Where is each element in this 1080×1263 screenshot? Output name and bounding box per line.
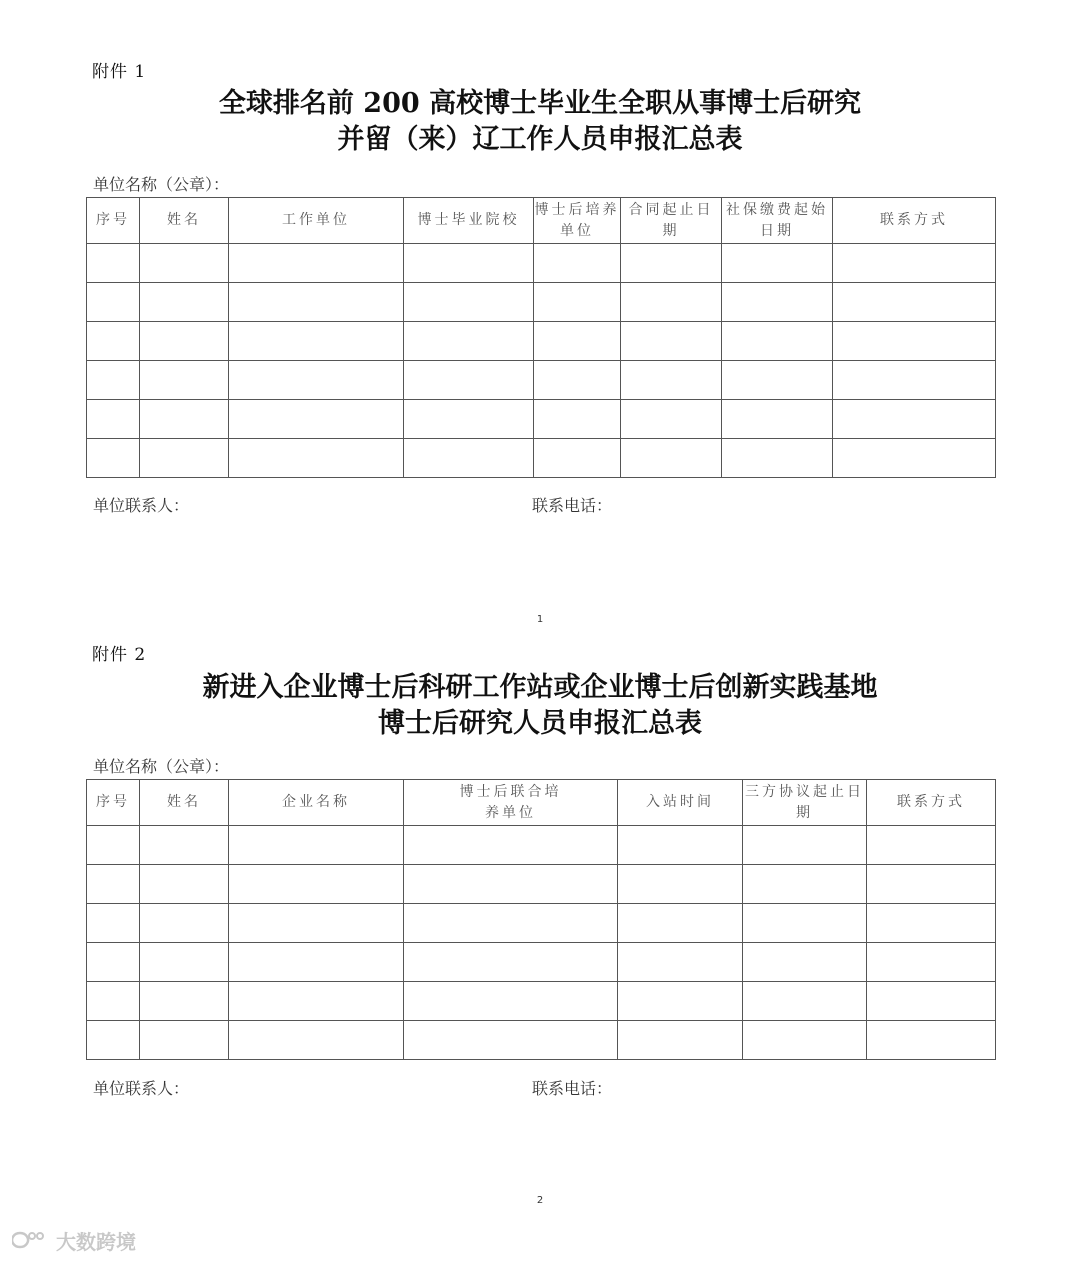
table-cell[interactable] bbox=[404, 244, 534, 283]
table-cell[interactable] bbox=[140, 826, 229, 865]
table-cell[interactable] bbox=[621, 400, 722, 439]
table-cell[interactable] bbox=[87, 943, 140, 982]
table-cell[interactable] bbox=[722, 439, 833, 478]
table-cell[interactable] bbox=[534, 244, 621, 283]
col-header-agreement-dates: 三方协议起止日期 bbox=[743, 780, 867, 826]
attachment-label: 附件 2 bbox=[92, 645, 147, 665]
table-row bbox=[87, 283, 996, 322]
table-cell[interactable] bbox=[140, 865, 229, 904]
table-cell[interactable] bbox=[833, 439, 996, 478]
col-header-entry-date: 入站时间 bbox=[618, 780, 743, 826]
table-cell[interactable] bbox=[229, 439, 404, 478]
title-line-1: 新进入企业博士后科研工作站或企业博士后创新实践基地 bbox=[202, 672, 878, 703]
table-cell[interactable] bbox=[404, 361, 534, 400]
table-cell[interactable] bbox=[833, 244, 996, 283]
col-header-employer: 工作单位 bbox=[229, 198, 404, 244]
table-cell[interactable] bbox=[404, 982, 618, 1021]
table-cell[interactable] bbox=[618, 904, 743, 943]
table-cell[interactable] bbox=[621, 439, 722, 478]
col-header-name: 姓名 bbox=[140, 198, 229, 244]
table-cell[interactable] bbox=[534, 322, 621, 361]
table-cell[interactable] bbox=[621, 244, 722, 283]
table-row bbox=[87, 322, 996, 361]
table-header-row bbox=[87, 780, 996, 826]
table-cell[interactable] bbox=[140, 982, 229, 1021]
table-cell[interactable] bbox=[229, 904, 404, 943]
col-header-postdoc-unit: 博士后培养单位 bbox=[534, 198, 621, 244]
speech-bubble-icon bbox=[12, 1230, 52, 1252]
attachment-label: 附件 1 bbox=[92, 62, 147, 82]
table-row bbox=[87, 244, 996, 283]
table-cell[interactable] bbox=[722, 361, 833, 400]
table-cell[interactable] bbox=[140, 904, 229, 943]
page-number: 2 bbox=[536, 1195, 544, 1206]
page-title bbox=[0, 670, 1080, 742]
table-cell[interactable] bbox=[722, 283, 833, 322]
table-cell[interactable] bbox=[140, 283, 229, 322]
table-row bbox=[87, 439, 996, 478]
table-cell[interactable] bbox=[87, 322, 140, 361]
table-cell[interactable] bbox=[534, 361, 621, 400]
table-cell[interactable] bbox=[140, 361, 229, 400]
table-row bbox=[87, 400, 996, 439]
contact-person-label: 单位联系人： bbox=[93, 1079, 190, 1098]
table-cell[interactable] bbox=[404, 865, 618, 904]
table-cell[interactable] bbox=[743, 943, 867, 982]
col-header-index: 序号 bbox=[87, 780, 140, 826]
table-cell[interactable] bbox=[404, 439, 534, 478]
col-header-index: 序号 bbox=[87, 198, 140, 244]
title-line-1: 全球排名前 200 高校博士毕业生全职从事博士后研究 bbox=[218, 88, 862, 119]
page-number: 1 bbox=[536, 614, 544, 625]
table-cell[interactable] bbox=[618, 865, 743, 904]
table-cell[interactable] bbox=[404, 283, 534, 322]
col-header-insurance-start: 社保缴费起始日期 bbox=[722, 198, 833, 244]
watermark-text: 大数跨境 bbox=[56, 1230, 136, 1254]
table-cell[interactable] bbox=[229, 322, 404, 361]
table-cell[interactable] bbox=[87, 982, 140, 1021]
table-cell[interactable] bbox=[867, 826, 996, 865]
table-cell[interactable] bbox=[833, 322, 996, 361]
table-row bbox=[87, 826, 996, 865]
table-cell[interactable] bbox=[87, 400, 140, 439]
table-cell[interactable] bbox=[229, 826, 404, 865]
table-cell[interactable] bbox=[229, 943, 404, 982]
table-cell[interactable] bbox=[229, 244, 404, 283]
table-cell[interactable] bbox=[867, 904, 996, 943]
table-cell[interactable] bbox=[87, 361, 140, 400]
table-cell[interactable] bbox=[618, 982, 743, 1021]
table-cell[interactable] bbox=[618, 826, 743, 865]
unit-name-label: 单位名称（公章）： bbox=[93, 175, 230, 194]
table-cell[interactable] bbox=[833, 361, 996, 400]
phone-label: 联系电话： bbox=[532, 1079, 613, 1098]
table-cell[interactable] bbox=[229, 865, 404, 904]
table-cell[interactable] bbox=[87, 826, 140, 865]
watermark bbox=[12, 1226, 136, 1255]
unit-name-label: 单位名称（公章）： bbox=[93, 757, 230, 776]
table-cell[interactable] bbox=[87, 1021, 140, 1060]
table-cell[interactable] bbox=[722, 322, 833, 361]
table-cell[interactable] bbox=[404, 904, 618, 943]
page-title bbox=[0, 86, 1080, 158]
table-cell[interactable] bbox=[833, 400, 996, 439]
table-row bbox=[87, 982, 996, 1021]
table-cell[interactable] bbox=[722, 244, 833, 283]
table-row bbox=[87, 1021, 996, 1060]
table-cell[interactable] bbox=[743, 826, 867, 865]
table-cell[interactable] bbox=[743, 1021, 867, 1060]
col-header-name: 姓名 bbox=[140, 780, 229, 826]
table-header-row bbox=[87, 198, 996, 244]
table-cell[interactable] bbox=[229, 982, 404, 1021]
title-line-2: 并留（来）辽工作人员申报汇总表 bbox=[337, 124, 743, 155]
table-cell[interactable] bbox=[87, 904, 140, 943]
table-cell[interactable] bbox=[140, 244, 229, 283]
summary-table bbox=[86, 197, 996, 478]
table-cell[interactable] bbox=[621, 361, 722, 400]
table-cell[interactable] bbox=[722, 400, 833, 439]
table-cell[interactable] bbox=[87, 439, 140, 478]
col-header-contact: 联系方式 bbox=[867, 780, 996, 826]
table-cell[interactable] bbox=[404, 826, 618, 865]
page-2 bbox=[0, 632, 1080, 1263]
table-cell[interactable] bbox=[404, 322, 534, 361]
col-header-phd-university: 博士毕业院校 bbox=[404, 198, 534, 244]
table-row bbox=[87, 904, 996, 943]
table-cell[interactable] bbox=[534, 400, 621, 439]
col-header-contact: 联系方式 bbox=[833, 198, 996, 244]
col-header-joint-unit: 博士后联合培养单位 bbox=[404, 780, 618, 826]
table-cell[interactable] bbox=[621, 283, 722, 322]
table-cell[interactable] bbox=[140, 322, 229, 361]
table-row bbox=[87, 361, 996, 400]
table-cell[interactable] bbox=[743, 865, 867, 904]
table-cell[interactable] bbox=[534, 439, 621, 478]
col-header-contract-dates: 合同起止日期 bbox=[621, 198, 722, 244]
table-cell[interactable] bbox=[867, 1021, 996, 1060]
table-cell[interactable] bbox=[140, 400, 229, 439]
table-cell[interactable] bbox=[140, 1021, 229, 1060]
table-cell[interactable] bbox=[140, 943, 229, 982]
table-cell[interactable] bbox=[618, 943, 743, 982]
table-cell[interactable] bbox=[867, 865, 996, 904]
table-cell[interactable] bbox=[229, 283, 404, 322]
phone-label: 联系电话： bbox=[532, 496, 613, 515]
table-cell[interactable] bbox=[534, 283, 621, 322]
table-cell[interactable] bbox=[867, 982, 996, 1021]
table-row bbox=[87, 865, 996, 904]
table-row bbox=[87, 943, 996, 982]
col-header-company: 企业名称 bbox=[229, 780, 404, 826]
table-cell[interactable] bbox=[743, 904, 867, 943]
summary-table bbox=[86, 779, 996, 1060]
table-cell[interactable] bbox=[140, 439, 229, 478]
table-cell[interactable] bbox=[404, 1021, 618, 1060]
table-cell[interactable] bbox=[404, 400, 534, 439]
table-cell[interactable] bbox=[867, 943, 996, 982]
table-cell[interactable] bbox=[229, 1021, 404, 1060]
table-cell[interactable] bbox=[404, 943, 618, 982]
table-cell[interactable] bbox=[229, 361, 404, 400]
table-cell[interactable] bbox=[229, 400, 404, 439]
title-line-2: 博士后研究人员申报汇总表 bbox=[378, 708, 702, 739]
table-cell[interactable] bbox=[743, 982, 867, 1021]
table-cell[interactable] bbox=[618, 1021, 743, 1060]
table-cell[interactable] bbox=[87, 283, 140, 322]
table-cell[interactable] bbox=[621, 322, 722, 361]
table-cell[interactable] bbox=[87, 244, 140, 283]
contact-person-label: 单位联系人： bbox=[93, 496, 190, 515]
table-cell[interactable] bbox=[833, 283, 996, 322]
table-cell[interactable] bbox=[87, 865, 140, 904]
